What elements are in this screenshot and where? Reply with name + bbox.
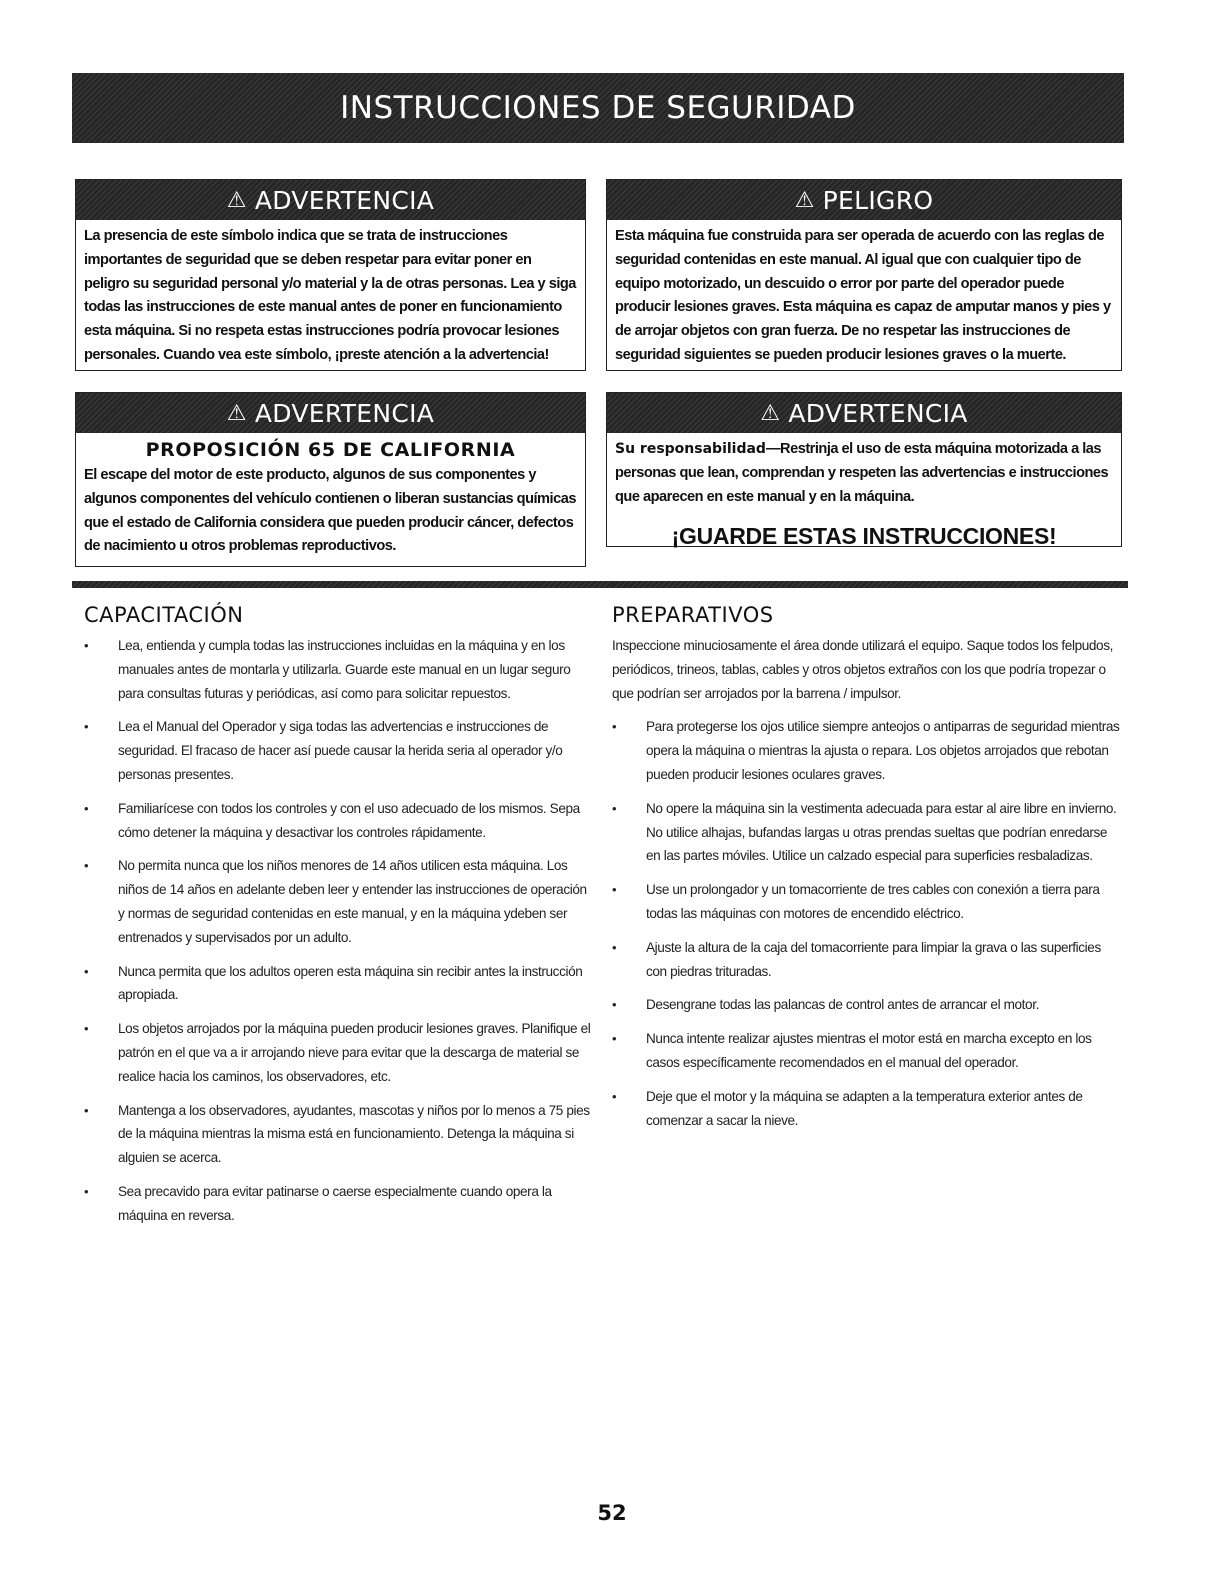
bullet-icon: •: [612, 800, 617, 816]
bullet-icon: •: [84, 719, 89, 735]
danger-header: [607, 180, 1121, 220]
list-item-text: Deje que el motor y la máquina se adapten a la temperatura exterior antes de comenzar a sacar la nieve.: [646, 1088, 1083, 1128]
list-item-text: Nunca intente realizar ajustes mientras el motor está en marcha excepto en los casos específicamente recomendados en el manual del operador.: [646, 1031, 1092, 1070]
preparativos-list: [612, 715, 1124, 1132]
page-number: 52: [597, 1501, 627, 1525]
capacitacion-list: [84, 634, 594, 1228]
warning-text: La presencia de este símbolo indica que se trata de instrucciones importantes de seguridad que se deben respetar para evitar poner en peligro su seguridad personal y/o material y la de otras personas. Lea y siga todas las instrucciones de este manual antes de poner en funcionamiento esta máquina. Si no respeta estas instrucciones podría provocar lesiones personales. Cuando vea este símbolo, ¡preste atención a la advertencia!: [84, 228, 576, 363]
warning-triangle-icon: ⚠: [794, 187, 815, 213]
responsibility-body: —Restrinja el uso de esta máquina motorizada a las personas que lean, comprendan y respeten las advertencias e instrucciones que aparecen en este manual y en la máquina.: [615, 441, 1109, 505]
save-instructions-notice: ¡GUARDE ESTAS INSTRUCCIONES!: [671, 523, 1057, 550]
preparativos-list-column: [612, 634, 1124, 1142]
bullet-icon: •: [84, 858, 89, 874]
banner-title: INSTRUCCIONES DE SEGURIDAD: [340, 90, 856, 126]
warning-triangle-icon: ⚠: [226, 187, 247, 213]
danger-box: [606, 179, 1122, 371]
responsibility-lead: Su responsabilidad: [615, 441, 766, 457]
warning-box-responsibility: [606, 392, 1122, 550]
capacitacion-list-column: [84, 634, 594, 1238]
bullet-icon: •: [84, 1021, 89, 1037]
warning-header: [76, 180, 585, 220]
warning-header: [607, 393, 1121, 433]
list-item: [84, 634, 594, 705]
list-item: [612, 993, 1124, 1017]
warning-header-label: ADVERTENCIA: [254, 398, 435, 428]
list-item-text: Nunca permita que los adultos operen esta máquina sin recibir antes la instrucción apropiada.: [118, 963, 583, 1003]
bullet-icon: •: [84, 638, 89, 653]
page-banner: [72, 73, 1124, 143]
bullet-icon: •: [84, 963, 89, 979]
bullet-icon: •: [612, 997, 617, 1013]
warning-box-symbol: [75, 179, 586, 371]
warning-box-prop65: [75, 392, 586, 567]
prop65-text: El escape del motor de este producto, algunos de sus componentes y algunos componentes del vehículo contienen o liberan sustancias químicas que el estado de California considera que pueden producir cáncer, defectos de nacimiento u otros problemas reproductivos.: [84, 467, 576, 555]
list-item-text: Lea el Manual del Operador y siga todas las advertencias e instrucciones de seguridad. El fracaso de hacer así puede causar la herida seria al operador y/o personas presentes.: [118, 719, 563, 782]
list-item-text: Use un prolongador y un tomacorriente de tres cables con conexión a tierra para todas las máquinas con motores de encendido eléctrico.: [646, 882, 1100, 921]
bullet-icon: •: [612, 1088, 617, 1104]
list-item: [84, 715, 594, 786]
list-item: [84, 960, 594, 1008]
prop65-subtitle: PROPOSICIÓN 65 DE CALIFORNIA: [145, 439, 516, 461]
warning-triangle-icon: ⚠: [760, 400, 781, 426]
list-item-text: Lea, entienda y cumpla todas las instrucciones incluidas en la máquina y en los manuales antes de montarla y utilizarla. Guarde este manual en un lugar seguro para consultas futuras y periódicas, así como para solicitar repuestos.: [118, 638, 571, 701]
list-item-text: Mantenga a los observadores, ayudantes, mascotas y niños por lo menos a 75 pies de la máquina mientras la misma está en funcionamiento. Detenga la máquina si alguien se acerca.: [118, 1102, 590, 1166]
bullet-icon: •: [612, 882, 617, 898]
list-item-text: Desengrane todas las palancas de control antes de arrancar el motor.: [646, 997, 1039, 1013]
list-item: [84, 797, 594, 845]
capacitacion-title: CAPACITACIÓN: [84, 603, 244, 627]
bullet-icon: •: [84, 1183, 89, 1199]
preparativos-title: PREPARATIVOS: [612, 603, 774, 627]
list-item: [612, 797, 1124, 868]
preparativos-intro: Inspeccione minuciosamente el área donde utilizará el equipo. Saque todos los felpudos, periódicos, trineos, tablas, cables y otros objetos extraños con los que podría tropezar o que podrían ser arrojados por la barrena / impulsor.: [612, 638, 1113, 701]
list-item-text: No permita nunca que los niños menores de 14 años utilicen esta máquina. Los niños de 14 años en adelante deben leer y entender las instrucciones de operación y normas de seguridad contenidas en este manual, y en la máquina ydeben ser entrenados y supervisados por un adulto.: [118, 858, 587, 945]
list-item-text: Los objetos arrojados por la máquina pueden producir lesiones graves. Planifique el patrón en el que va a ir arrojando nieve para evitar que la descarga de material se realice hacia los caminos, los observadores, etc.: [118, 1021, 591, 1084]
list-item: [612, 936, 1124, 984]
list-item: [612, 1085, 1124, 1133]
list-item: [84, 1017, 594, 1088]
bullet-icon: •: [612, 1031, 617, 1047]
warning-header-label: ADVERTENCIA: [254, 185, 435, 215]
bullet-icon: •: [612, 939, 617, 955]
list-item: [612, 878, 1124, 926]
responsibility-text: [607, 433, 1121, 509]
warning-triangle-icon: ⚠: [226, 400, 247, 426]
list-item-text: No opere la máquina sin la vestimenta adecuada para estar al aire libre en invierno. No utilice alhajas, bufandas largas u otras prendas sueltas que podrían enredarse en las partes móviles. Utilice un calzado especial para superficies resbaladizas.: [646, 800, 1117, 864]
section-divider: [72, 581, 1128, 588]
list-item: [84, 854, 594, 949]
list-item-text: Ajuste la altura de la caja del tomacorriente para limpiar la grava o las superficies con piedras trituradas.: [646, 939, 1101, 979]
bullet-icon: •: [612, 719, 617, 735]
list-item-text: Para protegerse los ojos utilice siempre anteojos o antiparras de seguridad mientras opera la máquina o mientras la ajusta o repara. Los objetos arrojados que rebotan pueden producir lesiones oculares graves.: [646, 719, 1120, 782]
list-item: [612, 715, 1124, 786]
warning-header: [76, 393, 585, 433]
danger-text: Esta máquina fue construida para ser operada de acuerdo con las reglas de seguridad contenidas en este manual. Al igual que con cualquier tipo de equipo motorizado, un descuido o error por parte del operador puede producir lesiones graves. Esta máquina es capaz de amputar manos y pies y de arrojar objetos con gran fuerza. De no respetar las instrucciones de seguridad siguientes se pueden producir lesiones graves o la muerte.: [615, 228, 1111, 363]
list-item: [84, 1180, 594, 1228]
warning-header-label: ADVERTENCIA: [788, 398, 968, 428]
list-item-text: Familiarícese con todos los controles y con el uso adecuado de los mismos. Sepa cómo detener la máquina y desactivar los controles rápidamente.: [118, 800, 580, 840]
danger-header-label: PELIGRO: [822, 185, 934, 215]
list-item-text: Sea precavido para evitar patinarse o caerse especialmente cuando opera la máquina en reversa.: [118, 1183, 552, 1223]
bullet-icon: •: [84, 800, 89, 816]
list-item: [612, 1027, 1124, 1075]
bullet-icon: •: [84, 1102, 89, 1118]
list-item: [84, 1099, 594, 1170]
